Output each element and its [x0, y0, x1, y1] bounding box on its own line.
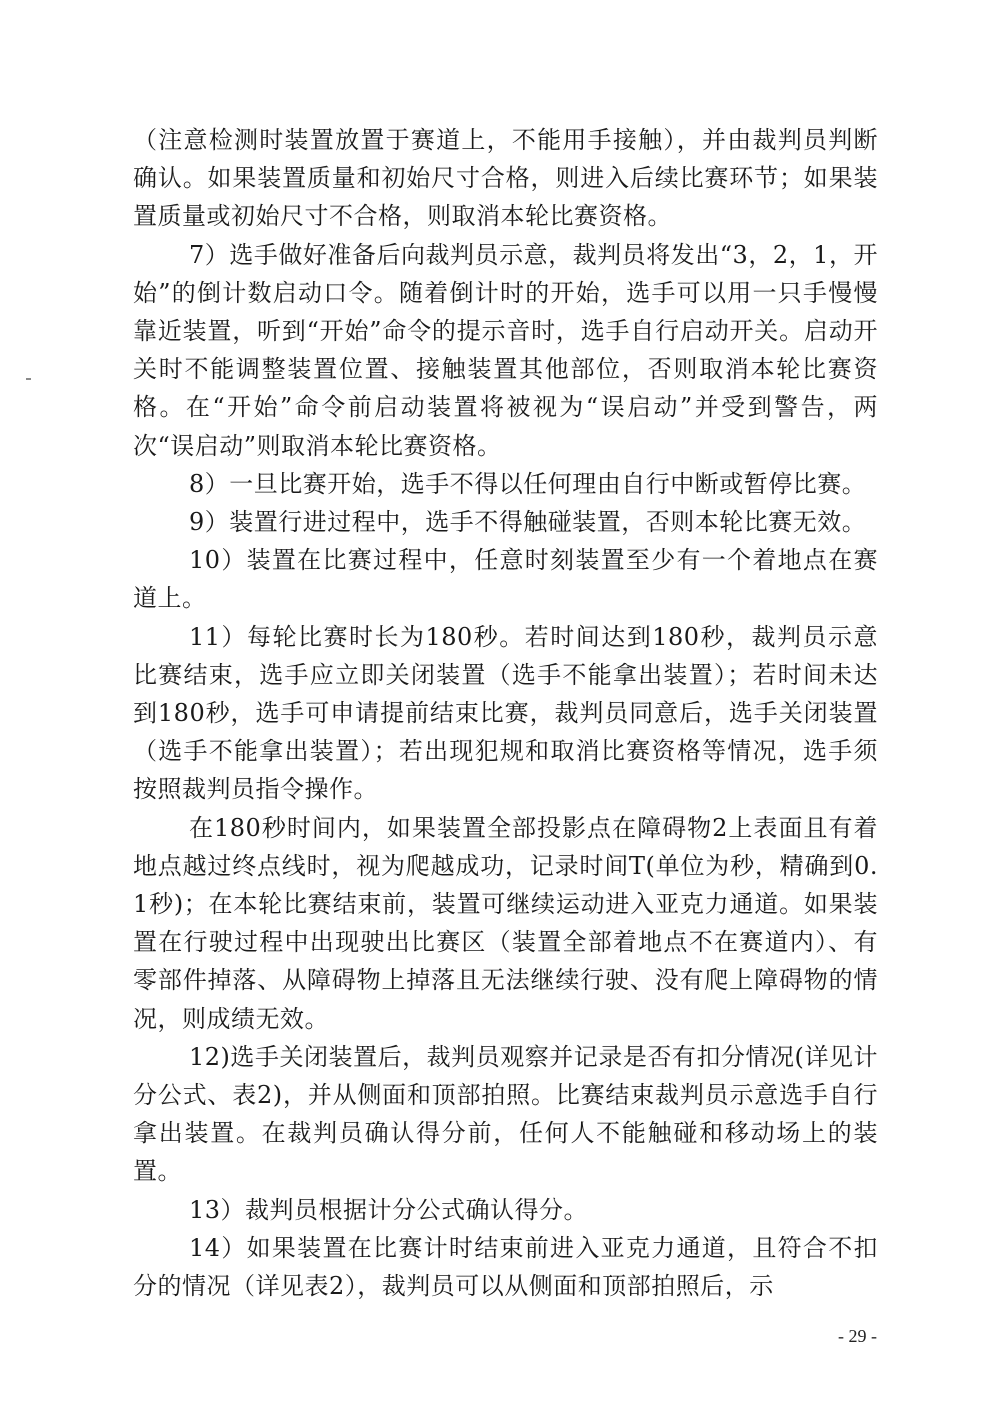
paragraph-continuation: （注意检测时装置放置于赛道上，不能用手接触），并由裁判员判断确认。如果装置质量和初始尺寸合格，则进入后续比赛环节；如果装置质量或初始尺寸不合格，则取消本轮比赛资格。 [133, 126, 878, 231]
scan-speck [26, 378, 31, 380]
paragraph-item-9: 9）装置行进过程中，选手不得触碰装置，否则本轮比赛无效。 [189, 508, 867, 537]
paragraph-item-12: 12)选手关闭装置后，裁判员观察并记录是否有扣分情况(详见计分公式、表2)，并从侧面和顶部拍照。比赛结束裁判员示意选手自行拿出装置。在裁判员确认得分前，任何人不能触碰和移动场上的装置。 [133, 1042, 878, 1186]
paragraph-item-7: 7）选手做好准备后向裁判员示意，裁判员将发出“3，2，1，开始”的倒计数启动口令。随着倒计时的开始，选手可以用一只手慢慢靠近装置，听到“开始”命令的提示音时，选手自行启动开关。启动开关时不能调整装置位置、接触装置其他部位，否则取消本轮比赛资格。在“开始”命令前启动装置将被视为“误启动”并受到警告，两次“误启动”则取消本轮比赛资格。 [133, 240, 878, 460]
paragraph-item-8: 8）一旦比赛开始，选手不得以任何理由自行中断或暂停比赛。 [189, 469, 867, 498]
paragraph-item-13: 13）裁判员根据计分公式确认得分。 [189, 1195, 589, 1224]
page-number: - 29 - [838, 1326, 877, 1346]
paragraph-item-11: 11）每轮比赛时长为180秒。若时间达到180秒，裁判员示意比赛结束，选手应立即关闭装置（选手不能拿出装置）；若时间未达到180秒，选手可申请提前结束比赛，裁判员同意后，选手关闭装置（选手不能拿出装置）；若出现犯规和取消比赛资格等情况，选手须按照裁判员指令操作。 [133, 622, 878, 804]
paragraph-item-14: 14）如果装置在比赛计时结束前进入亚克力通道，且符合不扣分的情况（详见表2），裁判员可以从侧面和顶部拍照后，示 [133, 1233, 878, 1301]
paragraph-item-10: 10）装置在比赛过程中，任意时刻装置至少有一个着地点在赛道上。 [133, 546, 878, 613]
paragraph-success-criteria: 在180秒时间内，如果装置全部投影点在障碍物2上表面且有着地点越过终点线时，视为爬越成功，记录时间T(单位为秒，精确到0.1秒)；在本轮比赛结束前，装置可继续运动进入亚克力通道。如果装置在行驶过程中出现驶出比赛区（装置全部着地点不在赛道内）、有零部件掉落、从障碍物上掉落且无法继续行驶、没有爬上障碍物的情况，则成绩无效。 [133, 813, 878, 1033]
body-text [133, 121, 878, 1305]
